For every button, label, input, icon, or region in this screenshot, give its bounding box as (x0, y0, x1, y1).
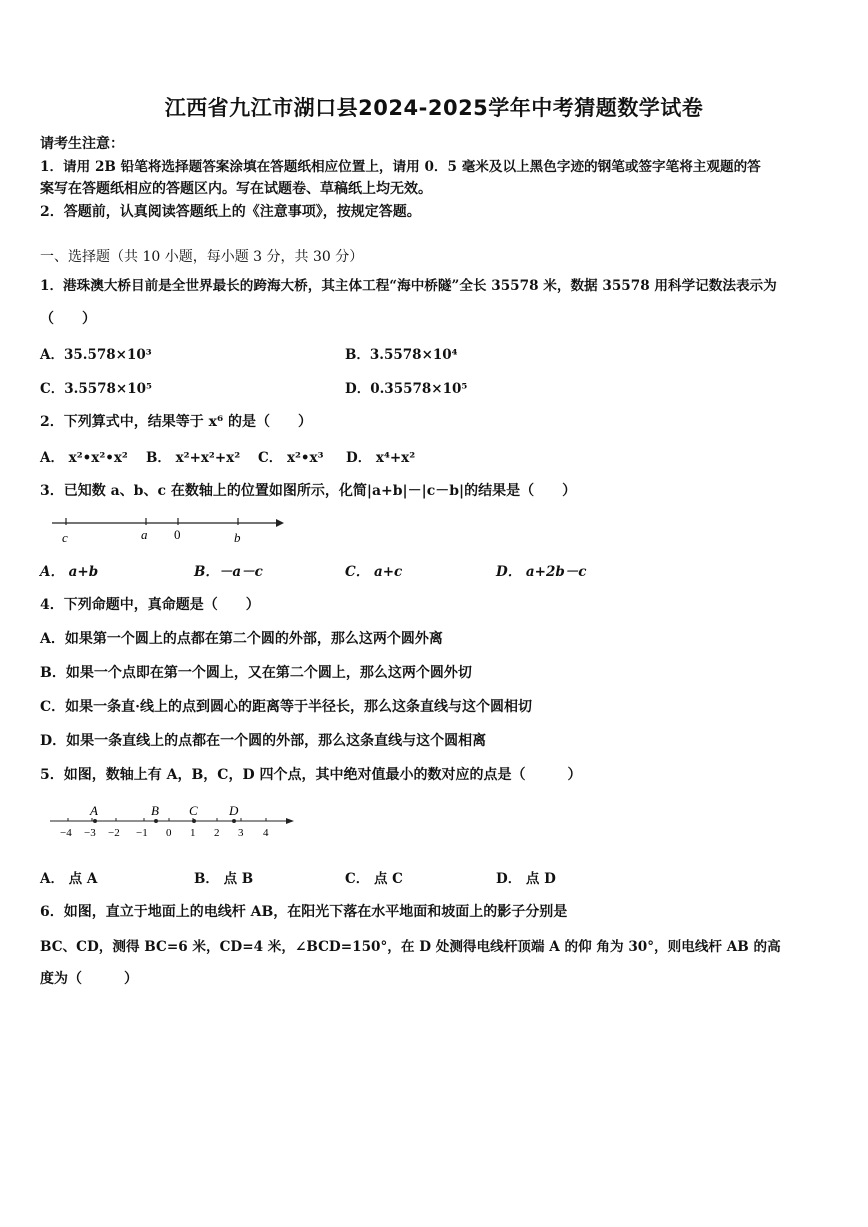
q4-stem: 4．下列命题中，真命题是（ ） (40, 597, 260, 613)
q3-option-d[interactable]: D． a+2b－c (496, 564, 587, 580)
q5-option-d[interactable]: D． 点 D (496, 871, 556, 887)
q3-stem: 3．已知数 a、b、c 在数轴上的位置如图所示，化简|a+b|－|c－b|的结果是（ ） (40, 483, 577, 499)
q5-option-b[interactable]: B． 点 B (194, 871, 254, 887)
q1-option-d[interactable]: D．0.35578×10⁵ (345, 381, 468, 397)
q5-option-c[interactable]: C． 点 C (345, 871, 403, 887)
q2-option-b[interactable]: B． x²+x²+x² (146, 450, 241, 466)
q3-option-a[interactable]: A． a+b (40, 564, 99, 580)
q5-tick-label: 3 (238, 827, 244, 839)
q6-line-3: 度为（ ） (40, 971, 138, 987)
q5-number-line (48, 801, 298, 843)
notice-heading: 请考生注意： (40, 136, 124, 152)
q3-option-c[interactable]: C． a+c (345, 564, 403, 580)
section-heading: 一、选择题（共 10 小题，每小题 3 分，共 30 分） (40, 249, 364, 265)
q5-stem: 5．如图，数轴上有 A，B，C，D 四个点，其中绝对值最小的数对应的点是（ ） (40, 767, 582, 783)
page-title: 江西省九江市湖口县2024-2025学年中考猜题数学试卷 (164, 96, 704, 120)
q5-tick-label: −2 (108, 827, 120, 839)
notice-line-3: 2．答题前，认真阅读答题纸上的《注意事项》，按规定答题。 (40, 204, 421, 220)
q1-option-b[interactable]: B．3.5578×10⁴ (345, 347, 458, 363)
q1-blank: （ ） (40, 311, 96, 327)
notice-line-1: 1．请用 2B 铅笔将选择题答案涂填在答题纸相应位置上，请用 0．5 毫米及以上黑色字迹的钢笔或签字笔将主观题的答 (40, 159, 761, 175)
q5-point-a: A (90, 803, 98, 818)
q3-label-a: a (141, 527, 148, 542)
q5-tick-label: −1 (136, 827, 148, 839)
q5-option-a[interactable]: A． 点 A (40, 871, 98, 887)
q5-point-d: D (229, 803, 239, 818)
q6-line-2: BC、CD，测得 BC=6 米，CD=4 米，∠BCD=150°，在 D 处测得电线杆顶端 A 的仰 角为 30°，则电线杆 AB 的高 (40, 939, 781, 955)
q5-tick-label: 2 (214, 827, 220, 839)
q1-stem: 1．港珠澳大桥目前是全世界最长的跨海大桥，其主体工程“海中桥隧”全长 35578 米，数据 35578 用科学记数法表示为 (40, 278, 777, 294)
q5-point-c: C (189, 803, 198, 818)
q4-option-b[interactable]: B．如果一个点即在第一个圆上，又在第二个圆上，那么这两个圆外切 (40, 665, 472, 681)
notice-line-2: 案写在答题纸相应的答题区内。写在试题卷、草稿纸上均无效。 (40, 181, 432, 197)
q4-option-a[interactable]: A．如果第一个圆上的点都在第二个圆的外部，那么这两个圆外离 (40, 631, 443, 647)
q6-line-1: 6．如图，直立于地面上的电线杆 AB，在阳光下落在水平地面和坡面上的影子分别是 (40, 904, 568, 920)
q2-option-a[interactable]: A． x²•x²•x² (40, 450, 128, 466)
q1-option-a[interactable]: A．35.578×10³ (40, 347, 152, 363)
q3-number-line (50, 512, 290, 548)
q5-tick-label: 0 (166, 827, 172, 839)
q1-option-c[interactable]: C．3.5578×10⁵ (40, 381, 152, 397)
q3-label-c: c (62, 530, 68, 545)
q4-option-d[interactable]: D．如果一条直线上的点都在一个圆的外部，那么这条直线与这个圆相离 (40, 733, 487, 749)
q2-option-c[interactable]: C． x²•x³ (258, 450, 324, 466)
q5-tick-label: 4 (263, 827, 269, 839)
q3-label-b: b (234, 530, 241, 545)
q5-tick-label: 1 (190, 827, 196, 839)
q3-option-b[interactable]: B．－a－c (194, 564, 263, 580)
q5-point-b: B (151, 803, 159, 818)
q3-label-0: 0 (174, 527, 181, 542)
q4-option-c[interactable]: C．如果一条直·线上的点到圆心的距离等于半径长，那么这条直线与这个圆相切 (40, 699, 533, 715)
q5-tick-label: −3 (84, 827, 96, 839)
q5-tick-label: −4 (60, 827, 72, 839)
q2-stem: 2．下列算式中，结果等于 x⁶ 的是（ ） (40, 414, 312, 430)
q2-option-d[interactable]: D． x⁴+x² (346, 450, 416, 466)
